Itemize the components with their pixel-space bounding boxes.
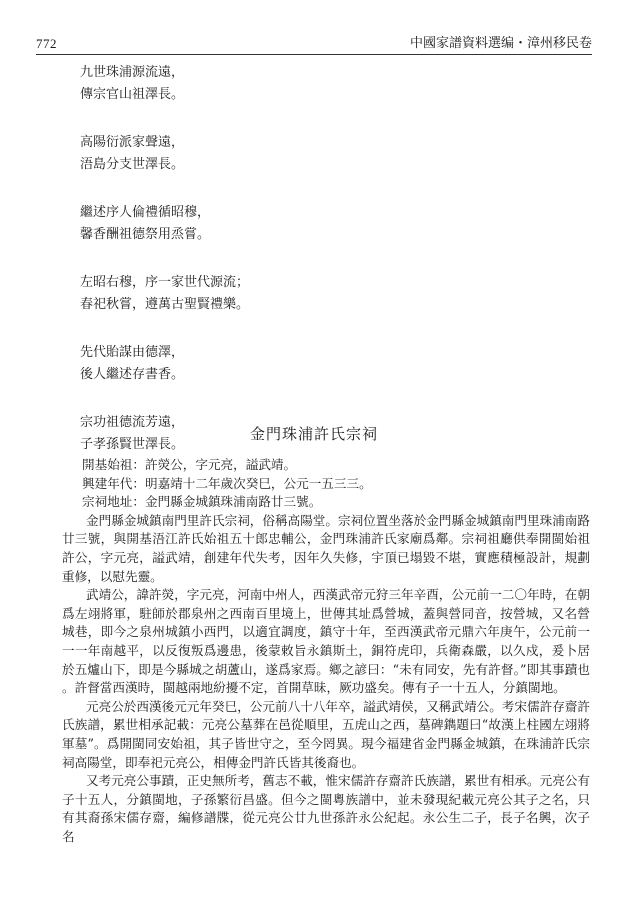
couplet-line: 子孝孫賢世澤長。	[80, 437, 185, 452]
header-rule	[36, 54, 592, 55]
couplet-line: 後人繼述存書香。	[80, 367, 185, 382]
paragraph: 元亮公於西漢後元元年癸巳，公元前八十八年卒，謚武靖侯，又稱武靖公。考宋儒許存齋許氏族譜，累世相承記載：元亮公墓葬在邑從順里，五虎山之西，墓碑鐫題曰“故漢上柱國左翊將軍墓”。爲開閩同安始祖，其子皆世守之，至今罔異。現今福建省金門縣金城鎮，在珠浦許氏宗祠高陽堂，即奉祀元亮公，相傳金門許氏皆其後裔也。	[62, 698, 590, 770]
paragraph: 又考元亮公事蹟，正史無所考，舊志不載，惟宋儒許存齋許氏族譜，累世有相承。元亮公有子十五人，分鎮閩地，子孫繁衍昌盛。但今之閩粵族譜中，並未發現紀載元亮公其子之名，只有其裔孫宋儒存齋，編修譜牒，從元亮公廿九世孫許永公紀起。永公生二子，長子名興，次子名	[62, 773, 590, 844]
couplet-line: 高陽衍派家聲遠，	[80, 135, 185, 150]
page-number: 772	[36, 36, 57, 51]
founder-info: 開基始祖：許熒公，字元亮，謚武靖。	[82, 457, 297, 472]
couplet	[80, 62, 500, 106]
series-title: 中國家譜資料選编・漳州移民卷	[409, 36, 592, 51]
couplets	[80, 62, 500, 482]
couplet	[80, 342, 500, 386]
section-title: 金門珠浦許氏宗祠	[249, 425, 378, 443]
couplet	[80, 272, 500, 316]
couplet-line: 左昭右穆，序一家世代源流；	[80, 275, 250, 290]
couplet-line: 春祀秋嘗，遵萬古聖賢禮樂。	[80, 297, 250, 312]
paragraph: 武靖公，諱許熒，字元亮，河南中州人，西漢武帝元狩三年辛酉，公元前一二〇年時，在朝爲左翊將軍，駐師於郡泉州之西南百里境上，世傳其址爲營城，蓋與營同音，按營城，又名營城巷，即今之泉州城鎮小西門，以適宜調度，鎮守十年，至西漢武帝元鼎六年庚午，公元前一一一年南越平，以反復叛爲邊患，後蒙敕旨永鎮斯土，銅符虎印，兵衛森嚴，以久戍，爰卜居於五爐山下，即是今縣城之胡蘆山，遂爲家焉。鄉之諺曰：“未有同安，先有許督。”即其事蹟也。許督當西漢時，閩越兩地紛擾不定，首開草昧，厥功盛矣。傳有子一十五人，分鎮閩地。	[62, 587, 590, 696]
couplet-line: 先代貽謀由德澤，	[80, 345, 185, 360]
couplet-line: 九世珠浦源流遠，	[80, 65, 185, 80]
couplet-line: 繼述序人倫禮循昭穆，	[80, 205, 211, 220]
couplet-line: 宗功祖德流芳遠，	[80, 415, 185, 430]
build-year-info: 興建年代：明嘉靖十二年歲次癸巳，公元一五三三。	[82, 475, 372, 491]
couplet	[80, 132, 500, 176]
running-header	[36, 30, 592, 52]
couplet-line: 馨香酬祖德祭用烝嘗。	[80, 227, 211, 242]
body-text	[62, 456, 590, 846]
paragraph: 金門縣金城鎮南門里許氏宗祠，俗稱高陽堂。宗祠位置坐落於金門縣金城鎮南門里珠浦南路廿三號，與開基浯江許氏始祖五十郎忠輔公，金門珠浦許氏家廟爲鄰。宗祠祖廳供奉開閩始祖許公，字元亮，謚武靖，創建年代失考，因年久失修，宇頂已塌毀不堪，實應積極設計，規劃重修，以慰先靈。	[62, 512, 590, 584]
address-info: 宗祠地址：金門縣金城鎮珠浦南路廿三號。	[82, 494, 322, 510]
couplet-line: 傳宗官山祖澤長。	[80, 87, 185, 102]
couplet	[80, 202, 500, 246]
couplet-line: 浯島分支世澤長。	[80, 157, 185, 172]
